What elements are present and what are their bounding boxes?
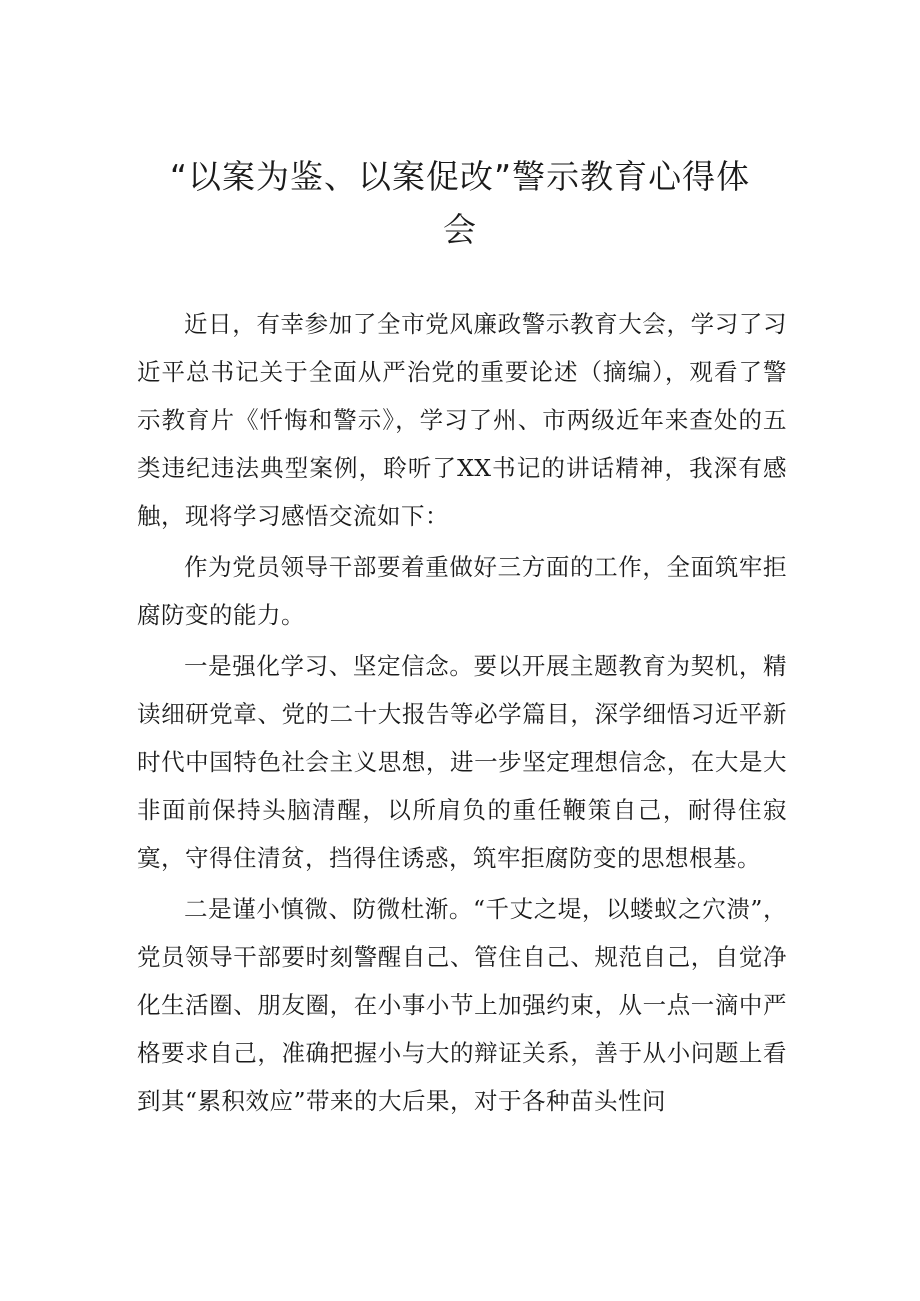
paragraph-point-one: 一是强化学习、坚定信念。要以开展主题教育为契机，精读细研党章、党的二十大报告等必学篇目，深学细悟习近平新时代中国特色社会主义思想，进一步坚定理想信念，在大是大非面前保持头脑清醒，以所肩负的重任鞭策自己，耐得住寂寞，守得住清贫，挡得住诱惑，筑牢拒腐防变的思想根基。 xyxy=(137,652,787,872)
paragraph-point-two: 二是谨小慎微、防微杜渐。“千丈之堤，以蝼蚁之穴溃”，党员领导干部要时刻警醒自己、管住自己、规范自己，自觉净化生活圈、朋友圈，在小事小节上加强约束，从一点一滴中严格要求自己，准确把握小与大的辩证关系，善于从小问题上看到其“累积效应”带来的大后果，对于各种苗头性问 xyxy=(137,895,787,1115)
document-title xyxy=(160,150,760,256)
title-line-2: 会 xyxy=(443,210,477,249)
paragraph-intro: 近日，有幸参加了全市党风廉政警示教育大会，学习了习近平总书记关于全面从严治党的重要论述（摘编），观看了警示教育片《忏悔和警示》，学习了州、市两级近年来查处的五类违纪违法典型案例，聆听了XX书记的讲话精神，我深有感触，现将学习感悟交流如下： xyxy=(137,310,787,530)
document-body xyxy=(137,300,787,1128)
title-line-1: “以案为鉴、以案促改”警示教育心得体 xyxy=(169,157,751,196)
paragraph-overview: 作为党员领导干部要着重做好三方面的工作，全面筑牢拒腐防变的能力。 xyxy=(137,553,787,629)
